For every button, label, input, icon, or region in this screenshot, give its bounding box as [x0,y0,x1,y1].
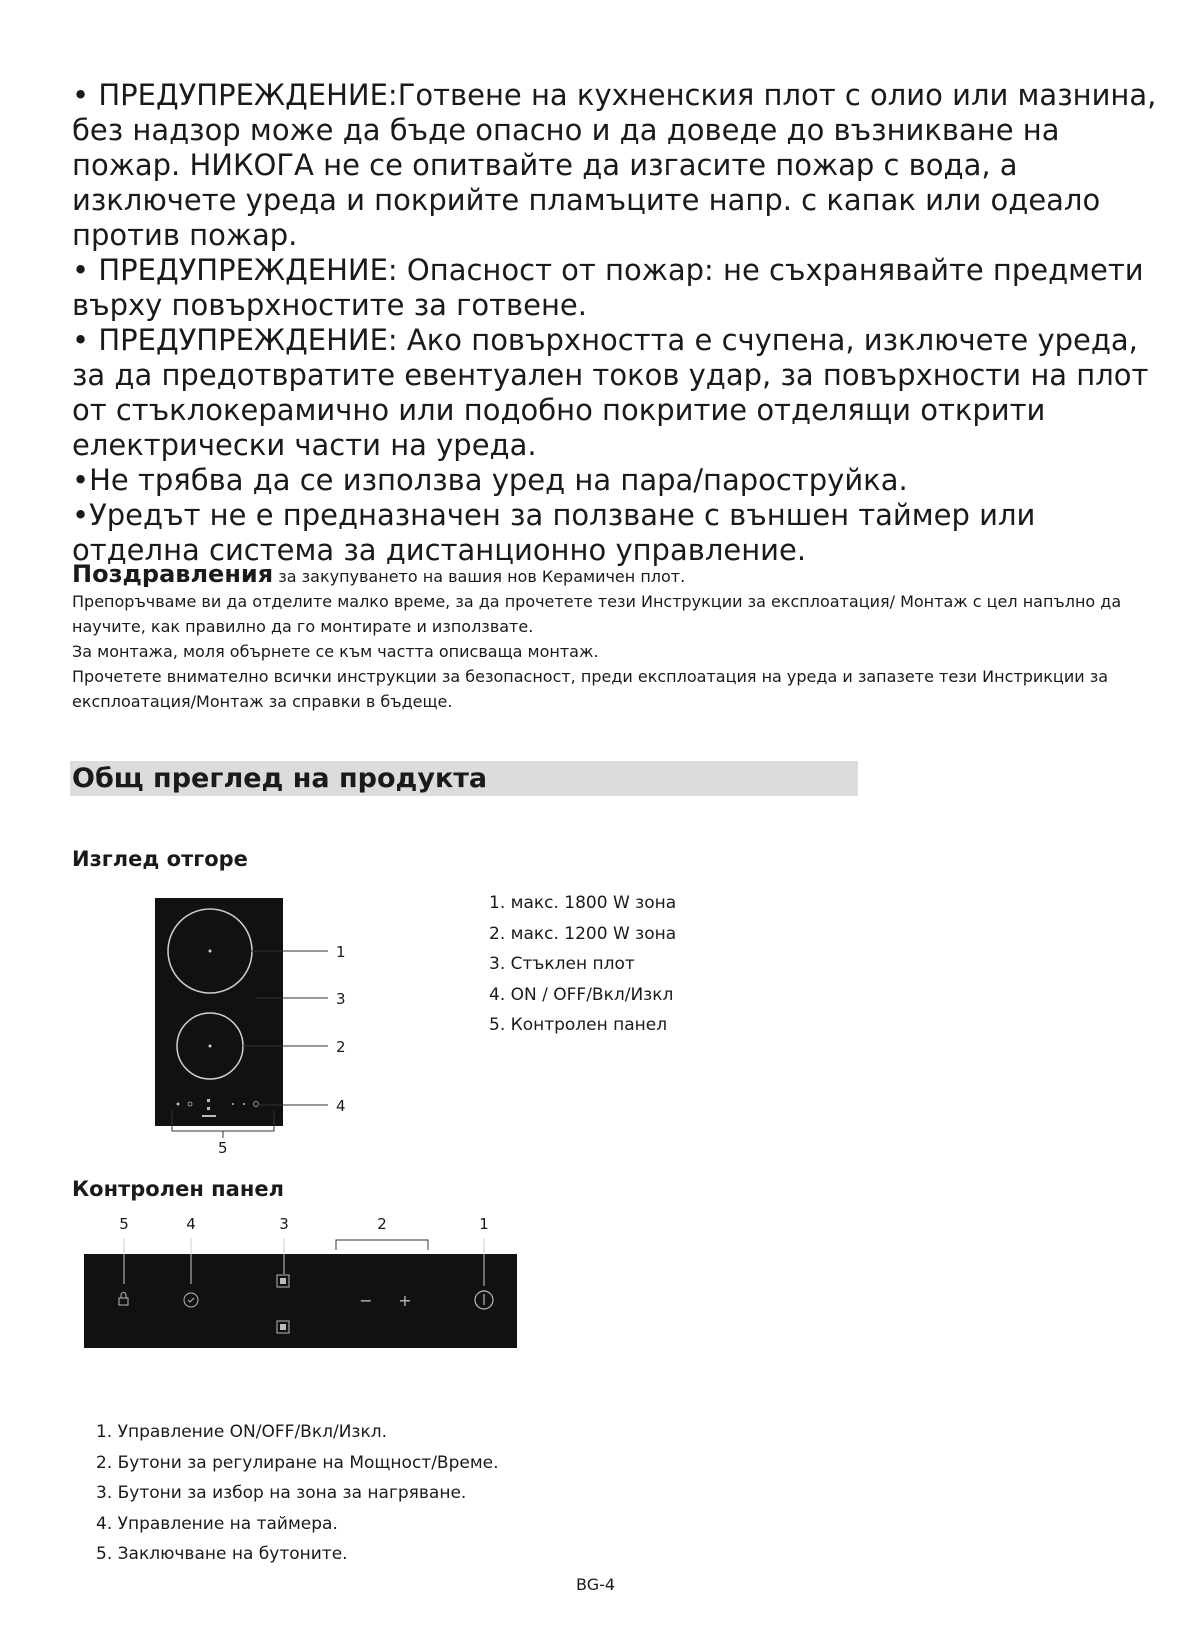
congrats-text: за закупуването на вашия нов Керамичен плот. [273,567,686,586]
control-panel-title: Контролен панел [72,1177,284,1201]
control-panel [84,1254,517,1348]
panel-callout-3: 3 [279,1215,289,1233]
warning-external-timer: •Уредът не е предназначен за ползване с външен таймер или отделна система за дистанционно управление. [72,498,1036,567]
intro-block [72,562,1132,714]
page-number: BG-4 [576,1575,616,1594]
plus-button: + [398,1291,412,1310]
congrats-heading: Поздравления [72,560,274,588]
legend-item: 1. макс. 1800 W зона [489,893,677,913]
legend-item: 3. Бутони за избор на зона за нагряване. [96,1483,467,1503]
panel-callout-2: 2 [377,1215,387,1233]
legend-item: 5. Заключване на бутоните. [96,1544,348,1564]
callout-4: 4 [336,1097,346,1115]
legend-item: 1. Управление ON/OFF/Вкл/Изкл. [96,1422,387,1442]
legend-item: 2. Бутони за регулиране на Мощност/Време. [96,1452,499,1473]
section-title: Общ преглед на продукта [72,763,488,794]
panel-callout-5: 5 [119,1215,129,1233]
legend-item: 2. макс. 1200 W зона [489,923,677,944]
top-view-title: Изглед отгоре [72,847,248,871]
control-panel-legend [96,1417,499,1570]
panel-callout-1: 1 [479,1215,489,1233]
congrats-line [72,562,1132,589]
minus-button: − [359,1291,373,1310]
warning-cracked-surface: • ПРЕДУПРЕЖДЕНИЕ: Ако повърхността е счупена, изключете уреда, за да предотвратите евентуален токов удар, за повърхности на плот от стъклокерамично или подобно покритие отделящи открити електрически части на уреда. [72,323,1149,462]
warning-steam-cleaner: •Не трябва да се използва уред на пара/пароструйка. [72,463,908,497]
legend-item: 4. Управление на таймера. [96,1513,338,1534]
intro-line: Препоръчваме ви да отделите малко време, за да прочетете тези Инструкции за експлоатация/ Монтаж с цел напълно да научите, как правилно да го монтирате и използвате. [72,592,1122,636]
panel-callout-4: 4 [186,1215,196,1233]
callout-2: 2 [336,1038,346,1056]
glass-top [155,898,283,1126]
callout-5: 5 [218,1139,228,1157]
legend-item: 3. Стъклен плот [489,954,635,974]
hob-top-view-diagram [150,894,370,1164]
warnings-block [72,78,1162,568]
control-panel-diagram [84,1208,524,1358]
callout-1: 1 [336,943,346,961]
warning-fire-hazard: • ПРЕДУПРЕЖДЕНИЕ: Опасност от пожар: не съхранявайте предмети върху повърхностите за готвене. [72,253,1144,322]
callout-3: 3 [336,990,346,1008]
legend-item: 4. ON / OFF/Вкл/Изкл [489,984,674,1005]
top-view-legend [489,888,676,1041]
intro-line: Прочетете внимателно всички инструкции за безопасност, преди експлоатация на уреда и запазете тези Инстрикции за експлоатация/Монтаж за справки в бъдеще. [72,667,1109,711]
warning-oil-fire: • ПРЕДУПРЕЖДЕНИЕ:Готвене на кухненския плот с олио или мазнина, без надзор може да бъде опасно и да доведе до възникване на пожар. НИКОГА не се опитвайте да изгасите пожар с вода, а изключете уреда и покрийте пламъците напр. с капак или одеало против пожар. [72,78,1157,252]
intro-line: За монтажа, моля обърнете се към частта описваща монтаж. [72,642,599,661]
legend-item: 5. Контролен панел [489,1015,668,1035]
